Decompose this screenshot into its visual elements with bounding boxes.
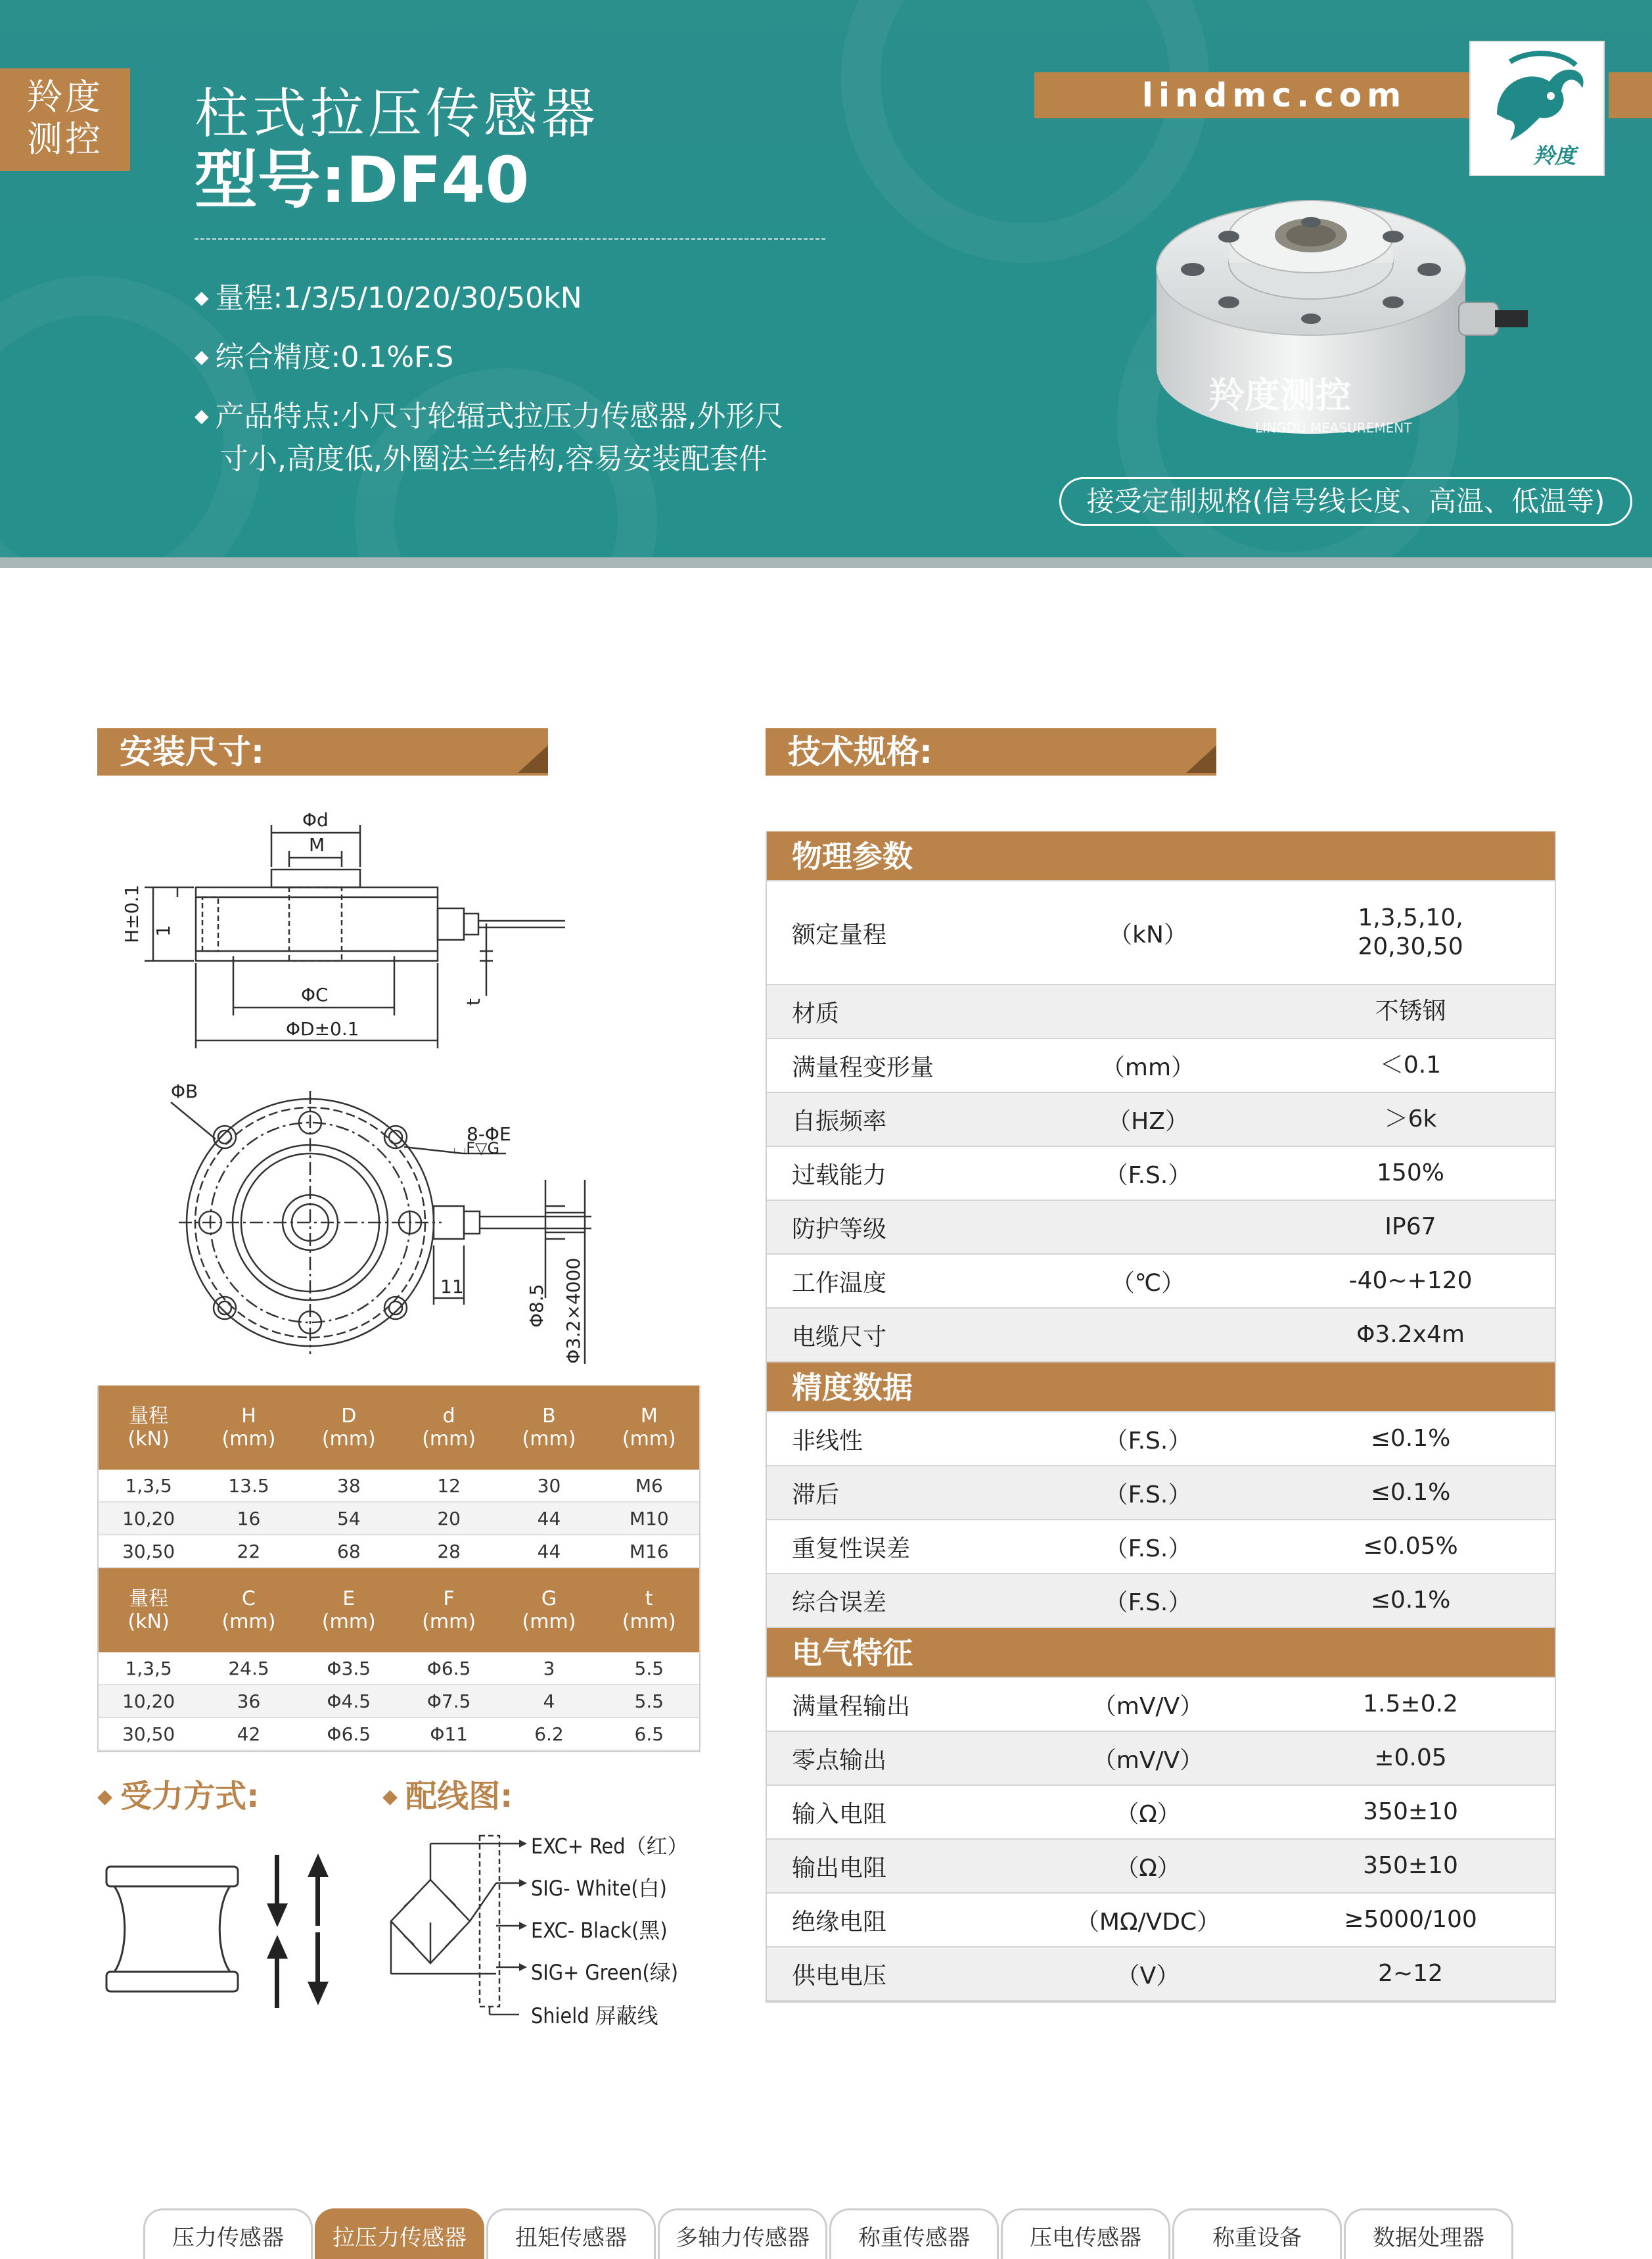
spec-name: 供电电压 — [792, 1962, 887, 1990]
spec-row — [767, 1309, 1555, 1362]
force-title — [97, 1771, 259, 1816]
spec-name: 材质 — [792, 1000, 840, 1027]
dims-header-cell — [99, 1405, 198, 1451]
dims-header-name: 量程 — [129, 1405, 169, 1428]
dims-header-name: t — [645, 1587, 653, 1610]
spec-value — [1240, 1586, 1555, 1615]
spec-value-line: ＞6k — [1384, 1106, 1437, 1132]
spec-row — [767, 881, 1555, 985]
spec-value — [1240, 1798, 1555, 1827]
dims-table-cell: 30 — [537, 1474, 561, 1497]
diamond-icon: ◆ — [195, 287, 209, 308]
spec-name: 电缆尺寸 — [792, 1323, 887, 1351]
spec-name: 非线性 — [792, 1427, 863, 1455]
spec-value — [1240, 904, 1555, 962]
spec-value — [1240, 1213, 1555, 1242]
product-model: 型号:DF40 — [195, 143, 530, 217]
dim-label-f: ⌴F▽G — [453, 1139, 500, 1157]
dims-table-cell: 5.5 — [634, 1690, 664, 1712]
spec-row — [767, 1520, 1555, 1574]
dims-table-cell: 28 — [437, 1540, 461, 1562]
dims-header-cell — [99, 1587, 198, 1633]
wire-exc-plus: EXC+ Red（红） — [531, 1834, 689, 1859]
spec-unit: （Ω） — [1115, 1854, 1181, 1882]
dims-table-cell: 12 — [437, 1474, 461, 1497]
dashed-divider — [195, 238, 825, 240]
spec-value-line: ＜0.1 — [1379, 1052, 1442, 1079]
dims-table-row — [99, 1718, 699, 1751]
tab-category[interactable]: 多轴力传感器 — [658, 2208, 827, 2259]
dims-header-name: H — [241, 1405, 256, 1428]
dims-table-row — [99, 1502, 699, 1535]
dims-header-cell — [499, 1405, 599, 1451]
spec-value — [1240, 997, 1555, 1026]
spec-row — [767, 1574, 1555, 1628]
diamond-icon: ◆ — [195, 405, 209, 427]
dims-table-cell: 6.2 — [534, 1723, 564, 1745]
spec-value-line: 350±10 — [1363, 1852, 1458, 1879]
dim-label-c: ΦC — [301, 984, 329, 1006]
spec-unit: （℃） — [1111, 1269, 1185, 1297]
dim-label-b: ΦB — [171, 1081, 198, 1102]
spec-value-line: IP67 — [1385, 1213, 1436, 1240]
spec-unit: （mm） — [1101, 1054, 1195, 1081]
dim-label-1: 1 — [152, 925, 174, 937]
dims-table-row — [99, 1652, 699, 1685]
dims-header-unit: (mm) — [422, 1428, 476, 1451]
section-install-title: 安装尺寸: — [97, 728, 548, 776]
dims-table-cell: 5.5 — [634, 1657, 664, 1679]
spec-name: 额定量程 — [792, 921, 887, 948]
dims-header-unit: (mm) — [622, 1610, 676, 1633]
dims-table-cell: 4 — [543, 1690, 555, 1712]
spec-unit: （V） — [1116, 1962, 1180, 1990]
spec-unit: （Ω） — [1115, 1800, 1181, 1828]
spec-value — [1240, 1478, 1555, 1507]
spec-value-line: ≤0.1% — [1370, 1425, 1451, 1452]
dims-table-cell: 16 — [237, 1507, 261, 1529]
spec-value-line: ≥5000/100 — [1344, 1906, 1477, 1933]
dims-table-cell: 54 — [337, 1507, 361, 1529]
spec-name: 绝缘电阻 — [792, 1908, 887, 1936]
custom-spec-note: 接受定制规格(信号线长度、高温、低温等) — [1059, 477, 1632, 526]
spec-row — [767, 1786, 1555, 1840]
dims-header-cell — [599, 1405, 699, 1451]
dims-table-cell: 68 — [337, 1540, 361, 1562]
spec-name: 输入电阻 — [792, 1800, 887, 1828]
product-title: 柱式拉压传感器 — [195, 83, 600, 145]
dims-table-cell: 36 — [237, 1690, 261, 1712]
spec-value-line: 不锈钢 — [1375, 998, 1446, 1025]
spec-row — [767, 1412, 1555, 1466]
spec-name: 重复性误差 — [792, 1535, 911, 1562]
spec-value-line: 20,30,50 — [1358, 933, 1463, 960]
dims-table-cell: 44 — [537, 1540, 561, 1562]
dim-label-e: 8-ΦE — [467, 1123, 511, 1145]
arrow-icons — [267, 1853, 329, 2008]
tab-category[interactable]: 压力传感器 — [143, 2208, 313, 2259]
company-logo — [1469, 41, 1605, 176]
spec-unit: （F.S.） — [1104, 1161, 1192, 1189]
dims-table-cell: 42 — [237, 1723, 261, 1745]
spec-group-title: 物理参数 — [767, 831, 1555, 881]
tab-category[interactable]: 扭矩传感器 — [486, 2208, 656, 2259]
spec-row — [767, 1039, 1555, 1093]
wiring-title-text: 配线图: — [405, 1778, 513, 1815]
spec-name: 过载能力 — [792, 1161, 887, 1189]
dims-table-cell: 6.5 — [634, 1723, 664, 1745]
spec-value — [1240, 1424, 1555, 1453]
dims-header-cell — [198, 1587, 298, 1633]
dims-table-cell: 10,20 — [122, 1690, 175, 1712]
spec-unit: （F.S.） — [1104, 1589, 1192, 1616]
spec-row — [767, 1147, 1555, 1201]
spec-value-line: ≤0.1% — [1370, 1479, 1451, 1506]
force-title-text: 受力方式: — [120, 1778, 260, 1815]
spec-unit: （mV/V） — [1092, 1692, 1204, 1720]
spec-name: 综合误差 — [792, 1589, 887, 1616]
spec-unit: （F.S.） — [1104, 1427, 1192, 1455]
dims-table-cell: 38 — [337, 1474, 361, 1497]
dims-header-name: 量程 — [129, 1587, 169, 1610]
dims-table-cell: 44 — [537, 1507, 561, 1529]
dims-header-name: D — [341, 1405, 357, 1428]
spec-name: 自振频率 — [792, 1107, 887, 1135]
dims-table-cell: M16 — [629, 1540, 669, 1562]
spec-value-line: Φ3.2x4m — [1356, 1321, 1465, 1348]
dims-header-unit: (mm) — [422, 1610, 476, 1633]
wire-sig-plus: SIG+ Green(绿) — [531, 1960, 678, 1985]
dim-label-cable: Φ3.2×4000 — [562, 1257, 584, 1364]
dims-table-cell: Φ3.5 — [327, 1657, 371, 1679]
spec-name: 滞后 — [792, 1481, 840, 1508]
spec-value-line: 1.5±0.2 — [1363, 1690, 1458, 1717]
spec-value-line: -40~+120 — [1348, 1267, 1473, 1294]
diamond-icon: ◆ — [195, 346, 209, 367]
spec-table — [766, 831, 1556, 2003]
spec-value — [1240, 1532, 1555, 1561]
tab-category[interactable]: 拉压力传感器 — [315, 2208, 484, 2259]
spec-unit: （HZ） — [1107, 1107, 1189, 1135]
section-tech-title: 技术规格: — [766, 728, 1216, 776]
spec-value-line: 1,3,5,10, — [1358, 904, 1463, 931]
dims-header-name: B — [542, 1405, 556, 1428]
spec-group-title: 电气特征 — [767, 1628, 1555, 1678]
website-url[interactable]: lindmc.com — [1034, 72, 1514, 118]
dims-header-cell — [499, 1587, 599, 1633]
spec-value — [1240, 1267, 1555, 1295]
dim-label-dd: ΦD±0.1 — [286, 1018, 359, 1040]
spec-value-line: ±0.05 — [1374, 1744, 1447, 1771]
spec-value — [1240, 1105, 1555, 1134]
spec-row — [767, 985, 1555, 1039]
spec-accuracy-text: 综合精度:0.1%F.S — [215, 340, 454, 374]
brand-line2: 测控 — [27, 118, 103, 160]
spec-value — [1240, 1051, 1555, 1080]
tab-category[interactable]: 数据处理器 — [1344, 2208, 1513, 2259]
wire-shield: Shield 屏蔽线 — [531, 2003, 658, 2028]
spec-name: 输出电阻 — [792, 1854, 887, 1882]
dims-table-cell: Φ7.5 — [426, 1690, 471, 1712]
spec-row — [767, 1201, 1555, 1255]
spec-name: 防护等级 — [792, 1215, 887, 1243]
spec-row — [767, 1093, 1555, 1147]
dims-header-unit: (mm) — [321, 1428, 376, 1451]
watermark-text: 羚度测控 — [1209, 375, 1351, 416]
dims-table-cell: 24.5 — [228, 1657, 269, 1679]
spec-name: 满量程输出 — [792, 1692, 911, 1720]
diamond-icon: ◆ — [97, 1785, 113, 1808]
spec-unit: （F.S.） — [1104, 1535, 1192, 1562]
spec-row — [767, 1255, 1555, 1309]
dim-label-m: M — [309, 834, 325, 856]
spec-features-cont: 寸小,高度低,外圈法兰结构,容易安装配套件 — [219, 442, 768, 476]
url-bar-end — [1609, 72, 1652, 118]
watermark-sub: LINGDU MEASUREMENT — [1255, 420, 1412, 436]
spec-name: 满量程变形量 — [792, 1054, 934, 1081]
spec-row — [767, 1732, 1555, 1786]
spec-value-line: 150% — [1377, 1159, 1444, 1186]
spec-features-text: 产品特点:小尺寸轮辐式拉压力传感器,外形尺 — [215, 400, 784, 433]
dims-header-unit: (kN) — [127, 1610, 170, 1633]
wiring-title — [382, 1771, 513, 1816]
dims-table-cell: 1,3,5 — [125, 1657, 172, 1679]
dim-label-h: H±0.1 — [121, 884, 143, 943]
dims-table-cell: Φ6.5 — [426, 1657, 471, 1679]
tab-category[interactable]: 称重设备 — [1172, 2208, 1342, 2259]
dims-table-cell: 20 — [437, 1507, 461, 1529]
spec-value-line: ≤0.1% — [1370, 1587, 1451, 1614]
dims-table-row — [99, 1685, 699, 1718]
dims-header-name: M — [640, 1405, 658, 1428]
header-divider — [0, 557, 1652, 568]
section-fold — [518, 745, 548, 773]
spec-row — [767, 1466, 1555, 1520]
dims-header-unit: (mm) — [522, 1610, 576, 1633]
dims-header-cell — [299, 1587, 399, 1633]
diamond-icon: ◆ — [382, 1785, 398, 1808]
dims-table-cell: Φ6.5 — [327, 1723, 371, 1745]
dims-header-cell — [399, 1405, 499, 1451]
dims-header-name: E — [342, 1587, 356, 1610]
brand-line1: 羚度 — [27, 76, 103, 118]
dims-header-name: C — [242, 1587, 256, 1610]
dims-table-row — [99, 1470, 699, 1502]
spec-group-title: 精度数据 — [767, 1362, 1555, 1412]
dims-table-cell: 30,50 — [122, 1723, 175, 1745]
spec-unit: （F.S.） — [1104, 1481, 1192, 1508]
dim-label-d: Φd — [302, 809, 329, 831]
spec-value — [1240, 1690, 1555, 1719]
spec-value-line: 2~12 — [1378, 1960, 1443, 1987]
logo-text: 羚度 — [1534, 143, 1576, 168]
dims-header-row — [99, 1386, 699, 1470]
dims-header-unit: (kN) — [127, 1428, 170, 1451]
install-drawing — [85, 799, 611, 1377]
dims-table-cell: 3 — [543, 1657, 555, 1679]
spec-features — [195, 394, 783, 438]
spec-value — [1240, 1159, 1555, 1188]
dims-header-cell — [198, 1405, 298, 1451]
dims-header-row — [99, 1568, 699, 1652]
dims-table-cell: 10,20 — [122, 1507, 175, 1529]
dim-label-t: t — [463, 998, 484, 1006]
dims-table-cell: 1,3,5 — [125, 1474, 172, 1497]
spec-unit: （kN） — [1109, 921, 1187, 948]
wire-sig-minus: SIG- White(白) — [531, 1876, 667, 1901]
dims-header-unit: (mm) — [221, 1610, 276, 1633]
dims-table-cell: Φ4.5 — [327, 1690, 371, 1712]
spec-value — [1240, 1905, 1555, 1934]
brand-badge — [0, 68, 130, 171]
spec-range-text: 量程:1/3/5/10/20/30/50kN — [215, 281, 582, 315]
spec-range — [195, 276, 582, 320]
spec-unit: （MΩ/VDC） — [1075, 1908, 1221, 1936]
section-fold — [1186, 745, 1216, 773]
dim-label-85: Φ8.5 — [526, 1284, 547, 1328]
dims-header-name: G — [541, 1587, 557, 1610]
spec-name: 零点输出 — [792, 1746, 887, 1774]
dims-header-cell — [399, 1587, 499, 1633]
spec-row — [767, 1947, 1555, 2001]
dimensions-table — [97, 1386, 700, 1752]
spec-row — [767, 1678, 1555, 1732]
spec-value — [1240, 1744, 1555, 1773]
tab-category[interactable]: 称重传感器 — [829, 2208, 999, 2259]
dims-header-cell — [599, 1587, 699, 1633]
dims-table-cell: Φ11 — [430, 1723, 468, 1745]
tab-category[interactable]: 压电传感器 — [1001, 2208, 1170, 2259]
force-diagram — [92, 1840, 355, 2018]
spec-row — [767, 1840, 1555, 1894]
dim-label-11: 11 — [440, 1276, 464, 1297]
dims-table-cell: 30,50 — [122, 1540, 175, 1562]
dims-table-row — [99, 1535, 699, 1568]
dims-header-unit: (mm) — [622, 1428, 676, 1451]
dims-header-unit: (mm) — [522, 1428, 576, 1451]
spec-unit: （mV/V） — [1092, 1746, 1204, 1774]
spec-value — [1240, 1320, 1555, 1349]
spec-value — [1240, 1959, 1555, 1988]
dims-header-unit: (mm) — [221, 1428, 276, 1451]
wire-exc-minus: EXC- Black(黑) — [531, 1918, 668, 1943]
dims-header-cell — [299, 1405, 399, 1451]
product-photo — [1130, 171, 1538, 447]
spec-row — [767, 1894, 1555, 1947]
spec-name: 工作温度 — [792, 1269, 887, 1297]
spec-accuracy — [195, 335, 453, 379]
spec-value — [1240, 1851, 1555, 1880]
dims-header-name: d — [442, 1405, 455, 1428]
dims-header-name: F — [443, 1587, 455, 1610]
dims-table-cell: 13.5 — [228, 1474, 269, 1497]
dims-table-cell: 22 — [237, 1540, 261, 1562]
dims-table-cell: M10 — [629, 1507, 669, 1529]
dims-header-unit: (mm) — [321, 1610, 376, 1633]
spec-value-line: ≤0.05% — [1363, 1533, 1458, 1560]
spec-value-line: 350±10 — [1363, 1798, 1458, 1825]
dims-table-cell: M6 — [635, 1474, 663, 1497]
